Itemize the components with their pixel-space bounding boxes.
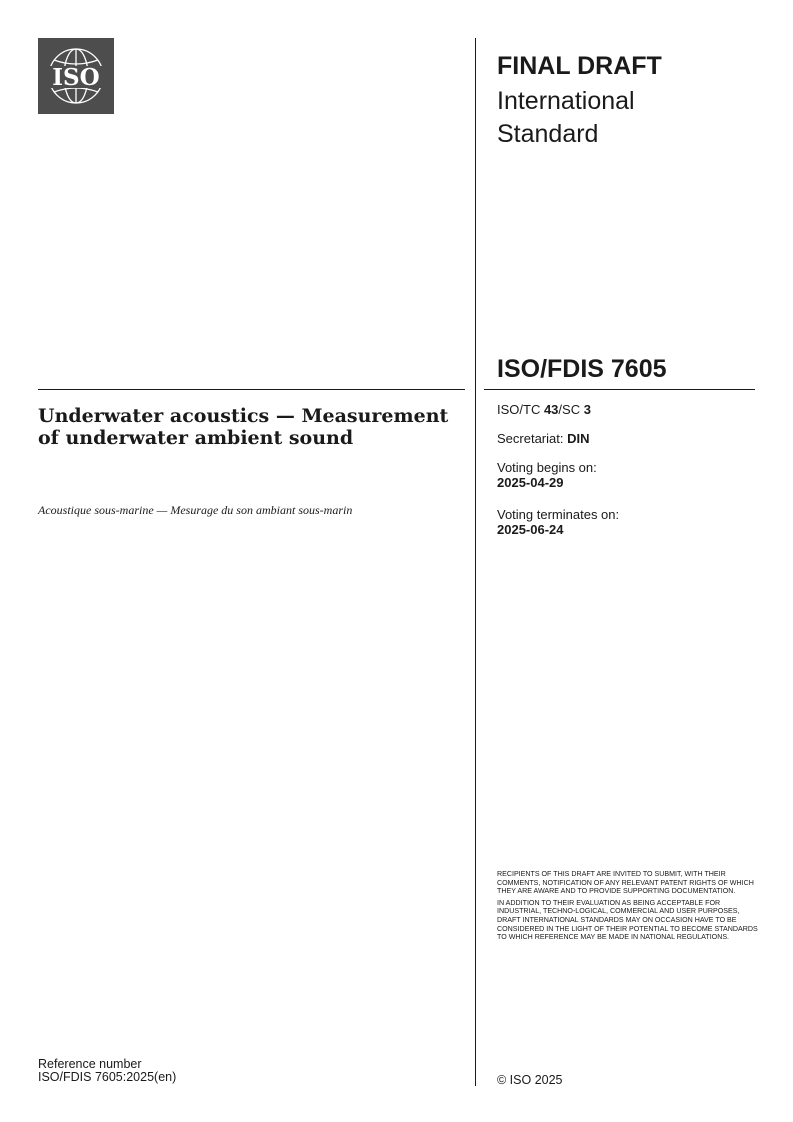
reference-value: ISO/FDIS 7605:2025(en) [38,1070,177,1084]
committee-line [497,402,757,417]
tc-number: 43 [543,402,559,417]
document-title-english: Underwater acoustics — Measurement of underwater ambient sound [38,405,449,449]
committee-prefix: ISO/TC [497,402,544,417]
left-divider [38,389,465,390]
voting-terminates-date: 2025-06-24 [497,522,564,537]
document-title-french: Acoustique sous-marine — Mesurage du son ambiant sous-marin [38,503,353,517]
secretariat-label: Secretariat: [497,431,568,446]
document-number: ISO/FDIS 7605 [497,355,667,383]
voting-begins-date: 2025-04-29 [497,475,564,490]
recipients-notice [497,870,759,945]
secretariat-value: DIN [567,431,590,446]
voting-begins-label: Voting begins on: [497,460,597,475]
draft-status-title: FINAL DRAFT [497,52,662,80]
voting-terminates-label: Voting terminates on: [497,507,620,522]
sc-prefix: /SC [558,402,584,417]
iso-logo [38,38,114,114]
draft-status-subtitle: International Standard [497,87,635,148]
reference-label: Reference number [38,1057,142,1071]
vertical-divider [475,38,476,1086]
reference-block [38,1058,338,1084]
notice-paragraph-2: IN ADDITION TO THEIR EVALUATION AS BEING ACCEPTABLE FOR INDUSTRIAL, TECHNO-LOGICAL, COMMERCIAL AND USER PURPOSES, DRAFT INTERNATIONAL STANDARDS MAY ON OCCASION HAVE TO BE CONSIDERED IN THE LIGHT OF THEIR POTENTIAL TO BECOME STANDARDS TO WHICH REFERENCE MAY BE MADE IN NATIONAL REGULATIONS. [497,898,758,942]
right-divider [484,389,755,390]
copyright-notice: © ISO 2025 [497,1073,563,1087]
secretariat-line [497,431,757,446]
globe-icon [38,38,114,114]
sc-number: 3 [583,402,591,417]
voting-begins [497,460,757,490]
notice-paragraph-1: RECIPIENTS OF THIS DRAFT ARE INVITED TO SUBMIT, WITH THEIR COMMENTS, NOTIFICATION OF ANY RELEVANT PATENT RIGHTS OF WHICH THEY ARE AWARE AND TO PROVIDE SUPPORTING DOCUMENTATION. [497,870,754,896]
voting-terminates [497,507,757,537]
iso-logo-text: ISO [52,64,100,91]
